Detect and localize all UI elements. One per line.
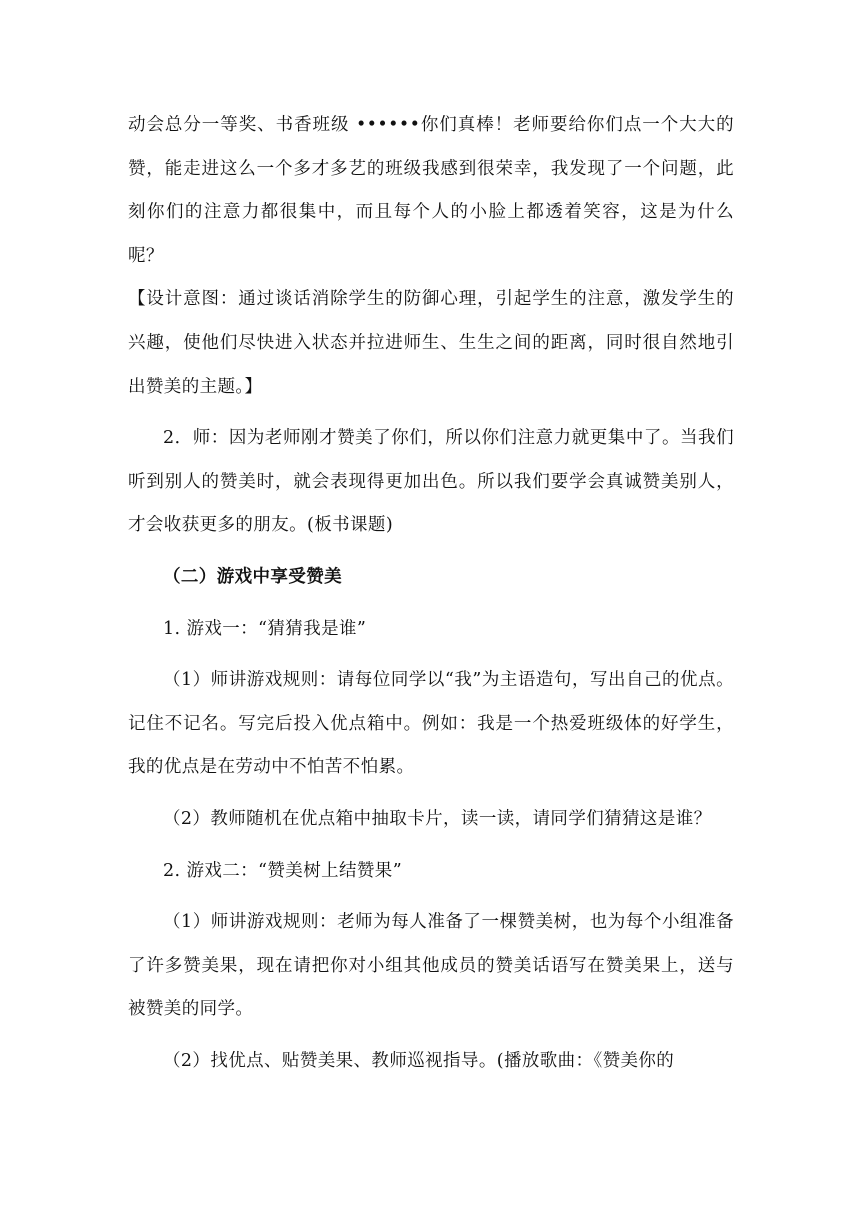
document-page — [128, 104, 734, 1083]
teacher-speech-paragraph: 2．师：因为老师刚才赞美了你们，所以你们注意力就更集中了。当我们听到别人的赞美时，就会表现得更加出色。所以我们要学会真诚赞美别人，才会收获更多的朋友。(板书课题) — [128, 428, 734, 536]
game-one-step-two-paragraph: （2）教师随机在优点箱中抽取卡片，读一读，请同学们猜猜这是谁？ — [163, 808, 712, 829]
game-two-rules-paragraph: （1）师讲游戏规则：老师为每人准备了一棵赞美树，也为每个小组准备了许多赞美果，现在请把你对小组其他成员的赞美话语写在赞美果上，送与被赞美的同学。 — [128, 912, 734, 1020]
section-heading: （二）游戏中享受赞美 — [163, 566, 342, 587]
design-intent-paragraph: 【设计意图：通过谈话消除学生的防御心理，引起学生的注意，激发学生的兴趣，使他们尽快进入状态并拉进师生、生生之间的距离，同时很自然地引出赞美的主题。】 — [128, 289, 734, 397]
game-two-title: 2. 游戏二：“赞美树上结赞果” — [163, 860, 403, 881]
intro-paragraph: 动会总分一等奖、书香班级 ••••••你们真棒！老师要给你们点一个大大的赞，能走进这么一个多才多艺的班级我感到很荣幸，我发现了一个问题，此刻你们的注意力都很集中，而且每个人的小脸上都透着笑容，这是为什么呢？ — [128, 115, 734, 266]
game-one-rules-paragraph: （1）师讲游戏规则：请每位同学以“我”为主语造句，写出自己的优点。记住不记名。写完后投入优点箱中。例如：我是一个热爱班级体的好学生，我的优点是在劳动中不怕苦不怕累。 — [128, 670, 734, 778]
game-two-step-two-paragraph: （2）找优点、贴赞美果、教师巡视指导。(播放歌曲：《赞美你的 — [163, 1050, 675, 1071]
game-one-title: 1. 游戏一：“猜猜我是谁” — [163, 618, 367, 639]
